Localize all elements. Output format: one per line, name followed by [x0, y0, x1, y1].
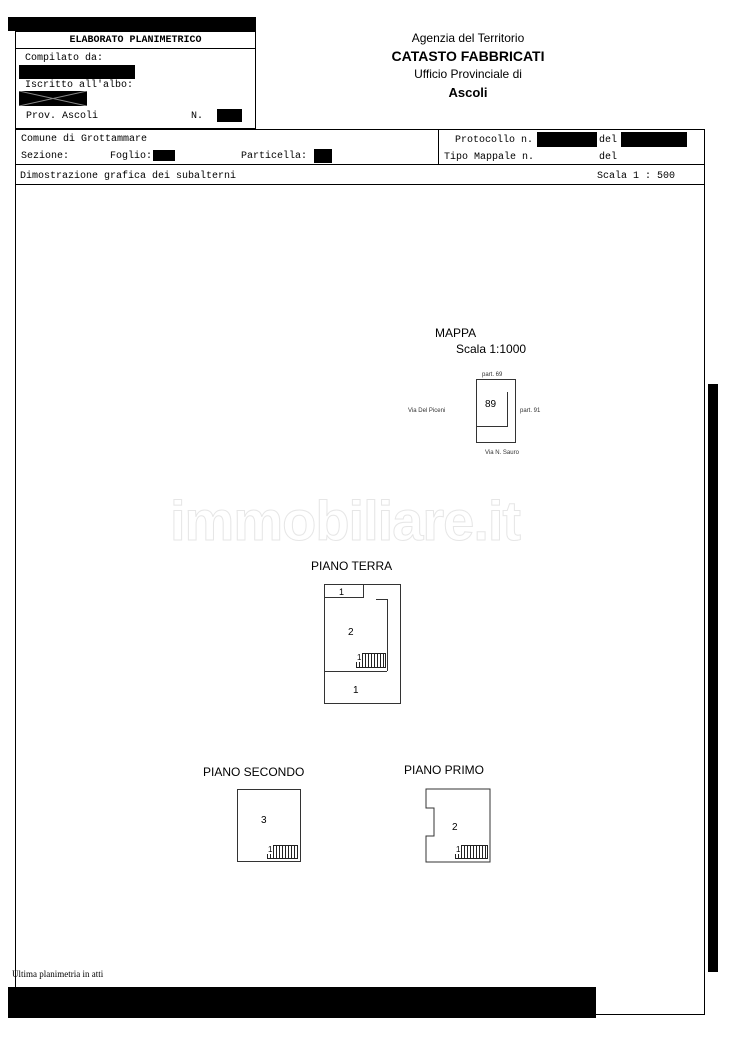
del-label-2: del — [599, 152, 618, 163]
mappa-parcel-inner — [507, 392, 516, 426]
redacted-particella — [314, 149, 332, 163]
terra-right-wall — [387, 599, 388, 671]
piano-primo-title: PIANO PRIMO — [404, 763, 485, 777]
mappa-street-left: Via Del Piceni — [408, 408, 446, 414]
agency-line-2: CATASTO FABBRICATI — [391, 48, 545, 64]
mappa-part-main: 89 — [485, 399, 497, 410]
foglio-label: Foglio: — [110, 151, 153, 162]
mappa-title: MAPPA — [435, 326, 477, 340]
piano-secondo-title: PIANO SECONDO — [203, 765, 305, 779]
protocollo-label: Protocollo n. — [455, 135, 534, 146]
crossed-box — [19, 91, 87, 106]
redacted-n — [217, 109, 242, 122]
secondo-stairs — [267, 845, 298, 859]
piano-terra-title: PIANO TERRA — [311, 559, 393, 573]
mappa-part-right: part. 91 — [520, 408, 541, 414]
redacted-foglio — [153, 150, 175, 161]
footer-note: Ultima planimetria in atti — [12, 969, 104, 979]
terra-mid-line — [324, 671, 387, 672]
n-label: N. — [191, 111, 204, 122]
mappa-part-top: part. 69 — [482, 372, 503, 378]
comune-label: Comune di Grottammare — [21, 134, 148, 145]
mappa-parcel-inner-line — [476, 426, 508, 427]
secondo-sub: 3 — [261, 815, 267, 826]
mappa-scale: Scala 1:1000 — [456, 342, 527, 356]
sezione-label: Sezione: — [21, 151, 70, 162]
agency-line-1: Agenzia del Territorio — [411, 31, 525, 45]
particella-label: Particella: — [241, 151, 308, 162]
agency-line-3: Ufficio Provinciale di — [414, 67, 522, 81]
dimostrazione-label: Dimostrazione grafica dei subalterni — [20, 171, 237, 182]
agency-line-4: Ascoli — [448, 85, 488, 100]
prov-label: Prov. Ascoli — [26, 111, 99, 122]
terra-sub-bottom: 1 — [353, 685, 359, 696]
primo-sub: 2 — [452, 822, 458, 833]
scala-label: Scala 1 : 500 — [597, 171, 676, 182]
redaction-bar-bottom — [8, 987, 596, 1018]
redacted-protocollo — [537, 132, 597, 147]
mappa-street-bottom: Via N. Sauro — [485, 450, 519, 456]
tipo-mappale-label: Tipo Mappale n. — [444, 152, 535, 163]
form-title-divider — [15, 48, 256, 49]
form-title: ELABORATO PLANIMETRICO — [69, 35, 202, 46]
terra-sub-main: 2 — [348, 627, 354, 638]
redacted-compilato — [19, 65, 135, 79]
terra-stair-label: 1 — [357, 653, 362, 662]
primo-stair-label: 1 — [456, 845, 461, 854]
primo-stairs — [455, 845, 488, 859]
compilato-label: Compilato da: — [25, 53, 104, 64]
info-divider-2 — [15, 184, 705, 185]
terra-top-right-line — [376, 599, 387, 600]
terra-stairs — [356, 653, 386, 668]
scan-edge-bar — [708, 384, 718, 972]
del-label-1: del — [599, 135, 618, 146]
iscritto-label: Iscritto all'albo: — [25, 80, 134, 91]
terra-sub-top: 1 — [339, 587, 345, 597]
redaction-bar-top — [8, 17, 256, 31]
watermark: immobiliare.it — [170, 489, 521, 552]
secondo-stair-label: 1 — [268, 845, 273, 854]
info-divider-1 — [15, 164, 705, 165]
piano-terra-plan — [324, 584, 401, 704]
info-vertical-divider — [438, 129, 439, 164]
redacted-del-1 — [621, 132, 687, 147]
